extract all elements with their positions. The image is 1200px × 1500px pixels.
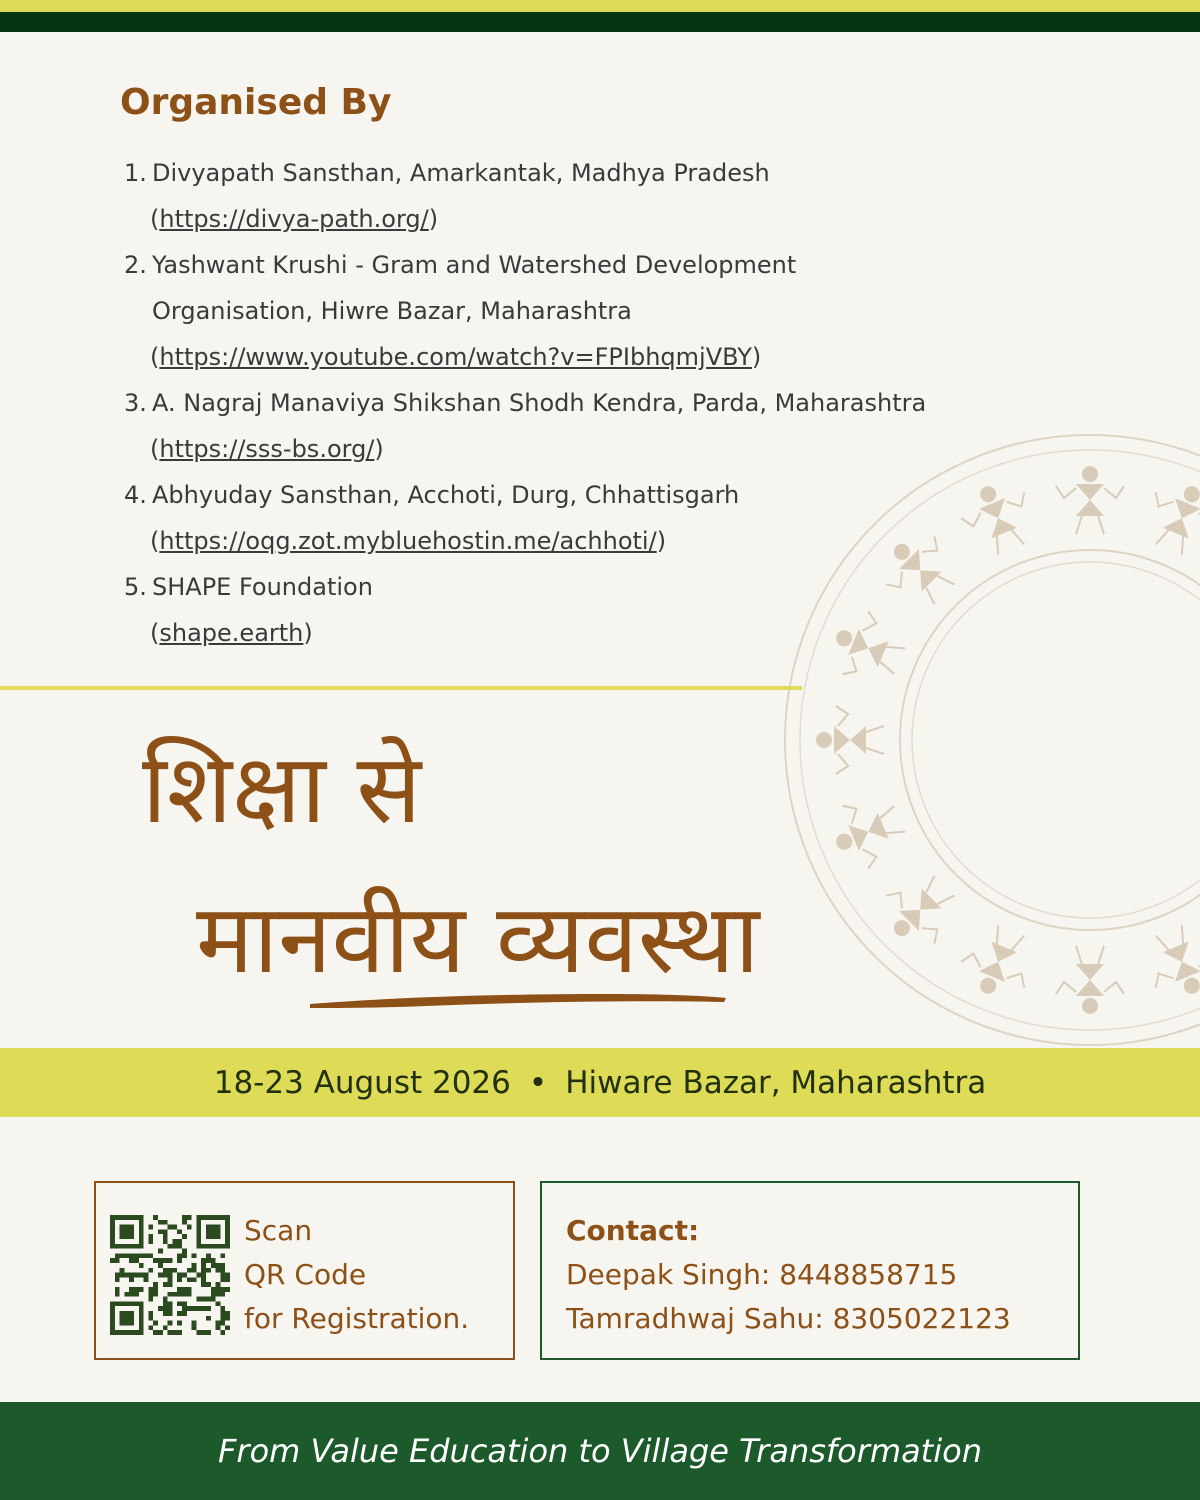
organiser-item — [124, 472, 1024, 564]
organiser-item — [124, 380, 1024, 472]
top-stripe-green — [0, 12, 1200, 32]
organiser-link-line: (https://sss-bs.org/) — [150, 435, 384, 463]
organiser-item — [124, 242, 1024, 380]
warli-figure — [872, 862, 968, 958]
brush-stroke-underline — [306, 988, 730, 1012]
organiser-link-line: (https://www.youtube.com/watch?v=FPIbhqmjVBY) — [150, 343, 762, 371]
organiser-link-line: (https://oqg.zot.mybluehostin.me/achhoti/) — [150, 527, 667, 555]
top-stripe-yellow — [0, 0, 1200, 12]
hindi-title-line-2: मानवीय व्यवस्था — [196, 883, 760, 995]
hindi-title-line-1: शिक्षा से — [142, 733, 422, 845]
organiser-number: 4. — [124, 481, 147, 509]
registration-line-3: for Registration. — [244, 1302, 470, 1335]
warli-figure — [1056, 946, 1124, 1014]
organiser-link[interactable]: https://divya-path.org/ — [159, 205, 429, 233]
event-location: Hiware Bazar, Maharashtra — [565, 1064, 987, 1101]
organiser-list — [124, 150, 1024, 656]
organiser-name: SHAPE Foundation — [152, 573, 373, 601]
contact-person-2: Tamradhwaj Sahu: 8305022123 — [566, 1302, 1011, 1335]
footer-band — [0, 1402, 1200, 1500]
bullet-separator: • — [528, 1064, 548, 1101]
organiser-name: Yashwant Krushi - Gram and Watershed Development — [152, 251, 797, 279]
contact-heading: Contact: — [566, 1214, 700, 1247]
warli-figure — [954, 917, 1043, 1006]
event-info-band — [0, 1048, 1200, 1117]
registration-line-1: Scan — [244, 1214, 313, 1247]
warli-figure — [1137, 917, 1200, 1006]
organiser-number: 5. — [124, 573, 147, 601]
section-divider — [0, 686, 802, 690]
organiser-item — [124, 564, 1024, 656]
registration-line-2: QR Code — [244, 1258, 367, 1291]
organiser-name: Abhyuday Sansthan, Acchoti, Durg, Chhattisgarh — [152, 481, 740, 509]
contact-lines — [566, 1253, 1011, 1341]
organiser-name: Organisation, Hiwre Bazar, Maharashtra — [152, 297, 632, 325]
contact-person-1: Deepak Singh: 8448858715 — [566, 1258, 958, 1291]
tagline: From Value Education to Village Transformation — [218, 1432, 982, 1470]
organiser-item — [124, 150, 1024, 242]
warli-figure — [1056, 466, 1124, 534]
organiser-name: Divyapath Sansthan, Amarkantak, Madhya Pradesh — [152, 159, 770, 187]
warli-figure — [816, 706, 884, 774]
warli-figure — [1137, 474, 1200, 563]
organiser-link[interactable]: shape.earth — [159, 619, 304, 647]
warli-figure — [824, 787, 913, 876]
event-dates: 18-23 August 2026 — [213, 1064, 511, 1101]
organiser-number: 3. — [124, 389, 147, 417]
organised-by-heading: Organised By — [120, 82, 392, 123]
registration-text — [244, 1209, 469, 1341]
organiser-number: 1. — [124, 159, 147, 187]
organiser-number: 2. — [124, 251, 147, 279]
organiser-link-line: (shape.earth) — [150, 619, 313, 647]
organiser-name: A. Nagraj Manaviya Shikshan Shodh Kendra, Parda, Maharashtra — [152, 389, 927, 417]
contact-box — [540, 1181, 1080, 1360]
organiser-link[interactable]: https://www.youtube.com/watch?v=FPIbhqmjVBY — [159, 343, 752, 371]
registration-box — [94, 1181, 515, 1360]
organiser-link[interactable]: https://sss-bs.org/ — [159, 435, 375, 463]
qr-code-icon[interactable] — [110, 1215, 230, 1335]
organiser-link[interactable]: https://oqg.zot.mybluehostin.me/achhoti/ — [159, 527, 657, 555]
organiser-link-line: (https://divya-path.org/) — [150, 205, 439, 233]
